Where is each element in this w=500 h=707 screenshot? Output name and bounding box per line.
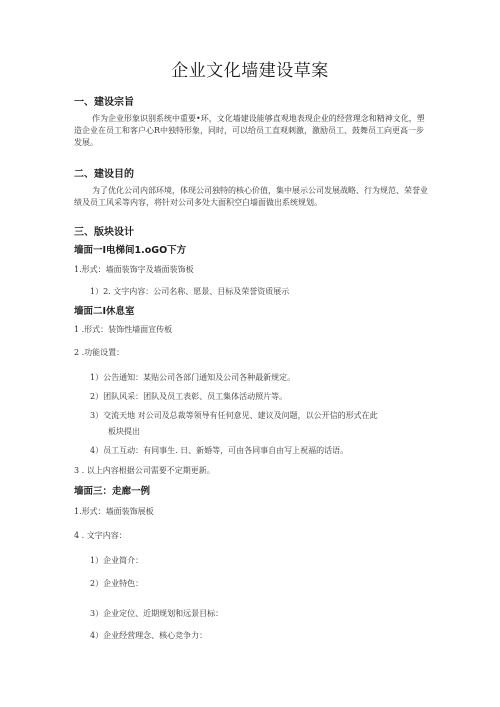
document-title: 企业文化墙建设草案 — [171, 61, 329, 81]
wall2-exchange: 3）交流天地 对公司及总裁等领导有任何意见、建议及问题，以公开信的形式在此 — [90, 411, 378, 420]
wall3-form: 1.形式：墙面装饰展板 — [74, 507, 154, 516]
wall3-features: 2）企业特色： — [90, 579, 144, 588]
wall2-interaction: 4）员工互动：有同事生. 日、新婚等，可由各同事自由写上祝福的话语。 — [90, 446, 349, 455]
wall3-heading: 墙面三：走廊一例 — [74, 486, 151, 497]
section-heading-objective: 二、建设目的 — [74, 169, 134, 180]
wall2-team: 2）团队风采：团队及员工表彰、员工集体活动照片等。 — [90, 392, 288, 401]
wall1-heading: 墙面一I电梯间1.oGO下方 — [74, 245, 187, 256]
section-body-purpose: 作为企业形象识别系统中重要•环，文化墙建设能够直观地表现企业的经营理念和精神文化，塑造企业在员工和客户心R中独特形象，同时，可以给员工直观刺激，激励员工、鼓舞员工向更高一步发展。 — [74, 114, 425, 147]
wall3-positioning: 3）企业定位、近期规划和远景目标： — [90, 609, 224, 618]
wall2-heading: 墙面二I休息室 — [74, 306, 135, 317]
wall2-exchange-cont: 板块提出 — [108, 427, 140, 436]
wall3-philosophy: 4）企业经营理念、核心竞争力： — [90, 631, 208, 640]
wall2-notice: 1）公告通知：某贴公司各部门通知及公司各种最新规定。 — [90, 373, 296, 382]
wall2-function: 2 .功能设置： — [74, 348, 125, 357]
wall3-intro: 1）企业简介： — [90, 556, 144, 565]
wall1-form: 1.形式：墙面装饰字及墙面装饰板 — [74, 265, 194, 274]
section-heading-purpose: 一、建设宗旨 — [74, 97, 134, 108]
wall2-update: 3 . 以上内容根据公司需要不定期更新。 — [74, 466, 215, 475]
wall3-text-content: 4 . 文字内容： — [74, 531, 127, 540]
wall2-form: 1 .形式：装饰性墙面宣传板 — [74, 325, 173, 334]
section-body-objective: 为了优化公司内部环境，体现公司独特的核心价值，集中展示公司发展战略、行为规范、荣誉业绩及员工风采等内容，将针对公司多处大面积空白墙面做出系统规划。 — [74, 186, 428, 207]
wall1-text-content: 1）2. 文字内容：公司名称、愿景、目标及荣誉资质展示 — [90, 287, 290, 296]
section-heading-design: 三、版块设计 — [74, 227, 134, 238]
